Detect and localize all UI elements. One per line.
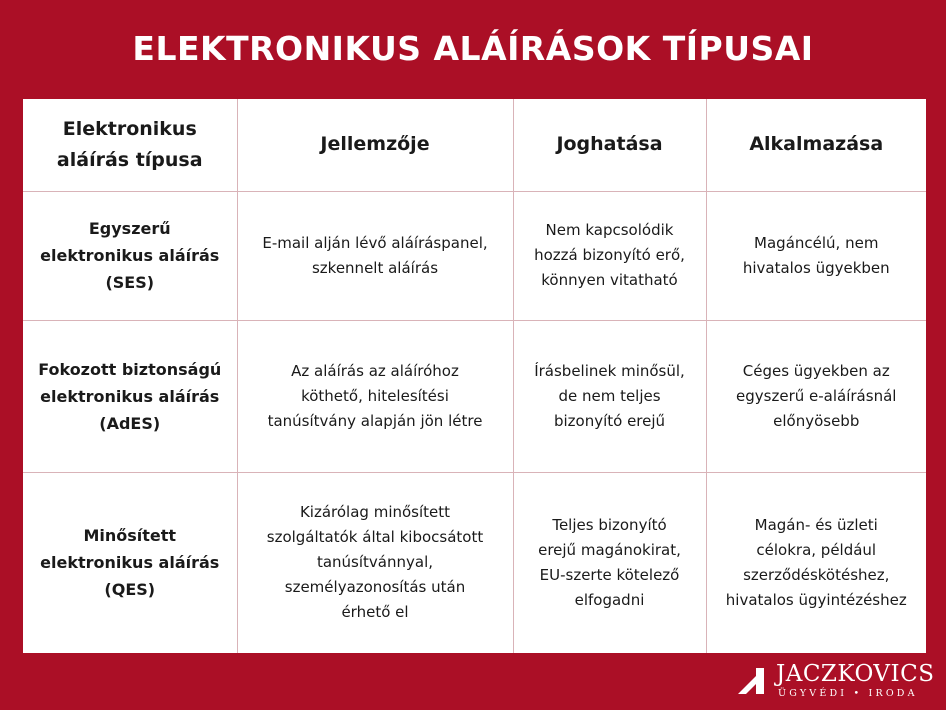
- header-type: Elektronikus aláírás típusa: [23, 99, 237, 191]
- row-ades-legal-effect: Írásbelinek minősül, de nem teljes bizonyító erejű: [513, 320, 706, 472]
- row-ses-type: Egyszerű elektronikus aláírás (SES): [23, 191, 237, 320]
- company-logo: [734, 660, 934, 702]
- table-header-row: [23, 99, 926, 191]
- row-ades-type: Fokozott biztonságú elektronikus aláírás (AdES): [23, 320, 237, 472]
- row-qes-application: Magán- és üzleti célokra, például szerződéskötéshez, hivatalos ügyintézéshez: [706, 472, 926, 653]
- row-qes-type: Minősített elektronikus aláírás (QES): [23, 472, 237, 653]
- row-ades-feature: Az aláírás az aláíróhoz köthető, hitelesítési tanúsítvány alapján jön létre: [237, 320, 513, 472]
- row-ses-feature: E-mail alján lévő aláíráspanel, szkennelt aláírás: [237, 191, 513, 320]
- page-title: ELEKTRONIKUS ALÁÍRÁSOK TÍPUSAI: [132, 29, 814, 68]
- logo-subtitle: ÜGYVÉDI • IRODA: [778, 688, 918, 699]
- logo-name: JACZKOVICS: [776, 661, 935, 687]
- header-feature: Jellemzője: [237, 99, 513, 191]
- logo-j-mark-icon: [734, 664, 768, 698]
- row-ades-application: Céges ügyekben az egyszerű e-aláírásnál előnyösebb: [706, 320, 926, 472]
- signature-types-table-container: [23, 99, 926, 653]
- row-qes-feature: Kizárólag minősített szolgáltatók által kibocsátott tanúsítvánnyal, személyazonosítás után érhető el: [237, 472, 513, 653]
- table-row-qes: [23, 472, 926, 653]
- header-application: Alkalmazása: [706, 99, 926, 191]
- signature-types-table: [23, 99, 926, 653]
- row-qes-legal-effect: Teljes bizonyító erejű magánokirat, EU-szerte kötelező elfogadni: [513, 472, 706, 653]
- table-row-ades: [23, 320, 926, 472]
- header-legal-effect: Joghatása: [513, 99, 706, 191]
- row-ses-legal-effect: Nem kapcsolódik hozzá bizonyító erő, könnyen vitatható: [513, 191, 706, 320]
- row-ses-application: Magáncélú, nem hivatalos ügyekben: [706, 191, 926, 320]
- table-row-ses: [23, 191, 926, 320]
